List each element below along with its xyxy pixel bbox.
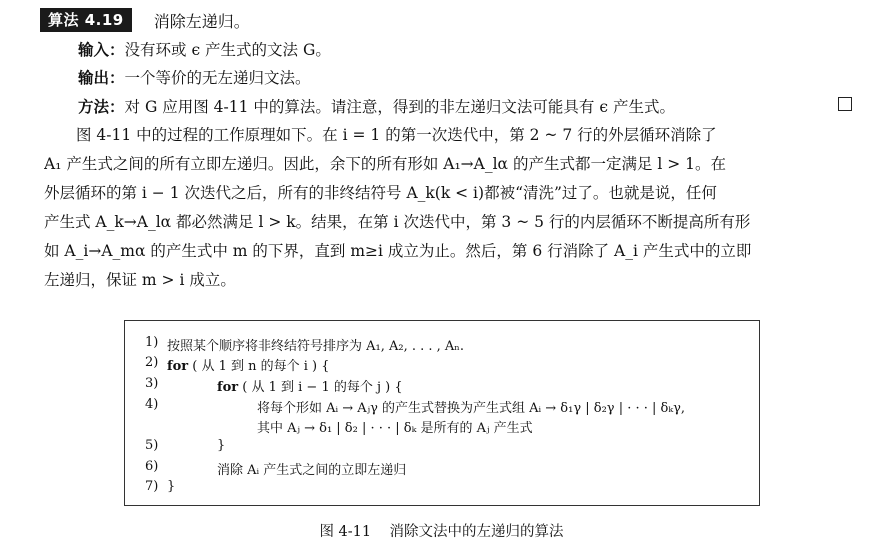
code-body: } [217, 438, 226, 453]
code-keyword: for [167, 359, 189, 374]
paragraph-line: 产生式 A_k→A_lα 都必然满足 l > k。结果，在第 i 次迭代中，第 3 ~ 5 行的内层循环不断提高所有形 [44, 213, 751, 231]
explanation-paragraph [44, 121, 864, 295]
code-body: 消除 Aᵢ 产生式之间的立即左递归 [217, 463, 407, 478]
output-text: 一个等价的无左递归文法。 [124, 69, 311, 87]
code-body: 其中 Aⱼ → δ₁ | δ₂ | · · · | δₖ 是所有的 Aⱼ 产生式 [257, 421, 533, 436]
method-text: 对 G 应用图 4-11 中的算法。请注意，得到的非左递归文法可能具有 ϵ 产生式。 [124, 98, 675, 116]
code-text [257, 417, 533, 436]
code-text [217, 376, 403, 395]
algorithm-header [40, 6, 250, 34]
algorithm-method [78, 95, 675, 117]
algorithm-title: 消除左递归。 [153, 11, 250, 31]
algorithm-label: 算法 4.19 [40, 8, 132, 32]
code-text [167, 355, 330, 374]
line-number: 4) [145, 397, 159, 412]
line-number: 7) [145, 479, 159, 494]
line-number: 3) [145, 376, 159, 391]
line-number: 2) [145, 355, 159, 370]
line-number: 5) [145, 438, 159, 453]
end-of-algorithm-box-icon [838, 97, 852, 111]
code-body: ( 从 1 到 n 的每个 i ) { [188, 359, 330, 374]
paragraph-line: 左递归，保证 m > i 成立。 [44, 271, 236, 289]
code-keyword: for [217, 380, 239, 395]
line-number: 6) [145, 459, 159, 474]
code-text [217, 438, 225, 453]
input-text: 没有环或 ϵ 产生式的文法 G。 [124, 41, 331, 59]
method-label: 方法： [78, 98, 125, 116]
code-body: 将每个形如 Aᵢ → Aⱼγ 的产生式替换为产生式组 Aᵢ → δ₁γ | δ₂γ | · · · | δₖγ, [257, 401, 685, 416]
algorithm-output [78, 66, 311, 88]
paragraph-line: A₁ 产生式之间的所有立即左递归。因此，余下的所有形如 A₁→A_lα 的产生式都一定满足 l > 1。在 [44, 155, 727, 173]
input-label: 输入： [78, 41, 125, 59]
code-body: ( 从 1 到 i − 1 的每个 j ) { [238, 380, 403, 395]
code-text [257, 397, 685, 416]
algorithm-figure [124, 320, 760, 506]
output-label: 输出： [78, 69, 125, 87]
figure-caption: 图 4-11 消除文法中的左递归的算法 [319, 524, 564, 540]
code-text [167, 335, 464, 354]
code-body: 按照某个顺序将非终结符号排序为 A₁, A₂, . . . , Aₙ. [167, 339, 465, 354]
line-number: 1) [145, 335, 159, 350]
code-body: } [167, 479, 176, 494]
code-text [167, 479, 175, 494]
algorithm-input [78, 38, 331, 60]
paragraph-line: 外层循环的第 i − 1 次迭代之后，所有的非终结符号 A_k(k < i)都被“清洗”过了。也就是说，任何 [44, 184, 717, 202]
code-text [217, 459, 406, 478]
paragraph-line: 图 4-11 中的过程的工作原理如下。在 i = 1 的第一次迭代中，第 2 ~ 7 行的外层循环消除了 [76, 126, 717, 144]
paragraph-line: 如 A_i→A_mα 的产生式中 m 的下界，直到 m≥i 成立为止。然后，第 6 行消除了 A_i 产生式中的立即 [44, 242, 752, 260]
